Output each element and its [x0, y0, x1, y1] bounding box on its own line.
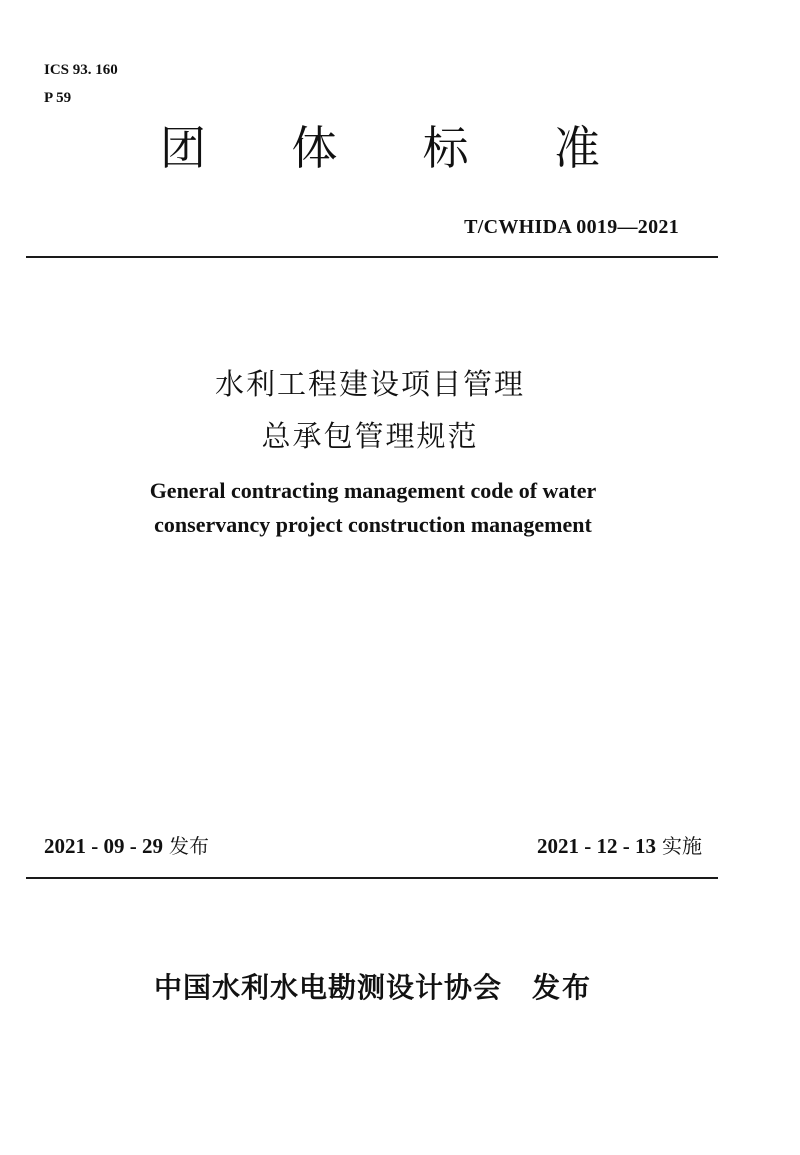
document-type-heading	[160, 118, 600, 178]
title-en-line-1: General contracting management code of water	[149, 478, 597, 503]
publisher-organization: 中国水利水电勘测设计协会	[153, 971, 502, 1004]
issue-date	[44, 830, 209, 859]
implementation-date	[537, 830, 702, 859]
title-en-line-2: conservancy project construction management	[154, 512, 592, 537]
issue-date-value: 2021 - 09 - 29	[44, 834, 163, 858]
publisher-line	[0, 966, 746, 1006]
bottom-divider	[26, 877, 718, 879]
doc-type-char: 准	[553, 121, 600, 175]
doc-type-char: 体	[291, 121, 338, 175]
ics-code: ICS 93. 160	[44, 62, 118, 78]
doc-type-char: 团	[160, 121, 206, 175]
implementation-date-value: 2021 - 12 - 13	[537, 834, 656, 858]
title-zh-line-1: 水利工程建设项目管理	[214, 367, 525, 401]
implementation-date-label: 实施	[662, 834, 702, 858]
issue-date-label: 发布	[169, 834, 209, 858]
ccs-code: P 59	[44, 90, 72, 106]
title-zh-line-2: 总承包管理规范	[261, 419, 479, 453]
publisher-action: 发布	[532, 971, 593, 1004]
top-divider	[26, 256, 718, 258]
doc-type-char: 标	[422, 121, 469, 175]
standard-number: T/CWHIDA 0019—2021	[464, 216, 679, 238]
